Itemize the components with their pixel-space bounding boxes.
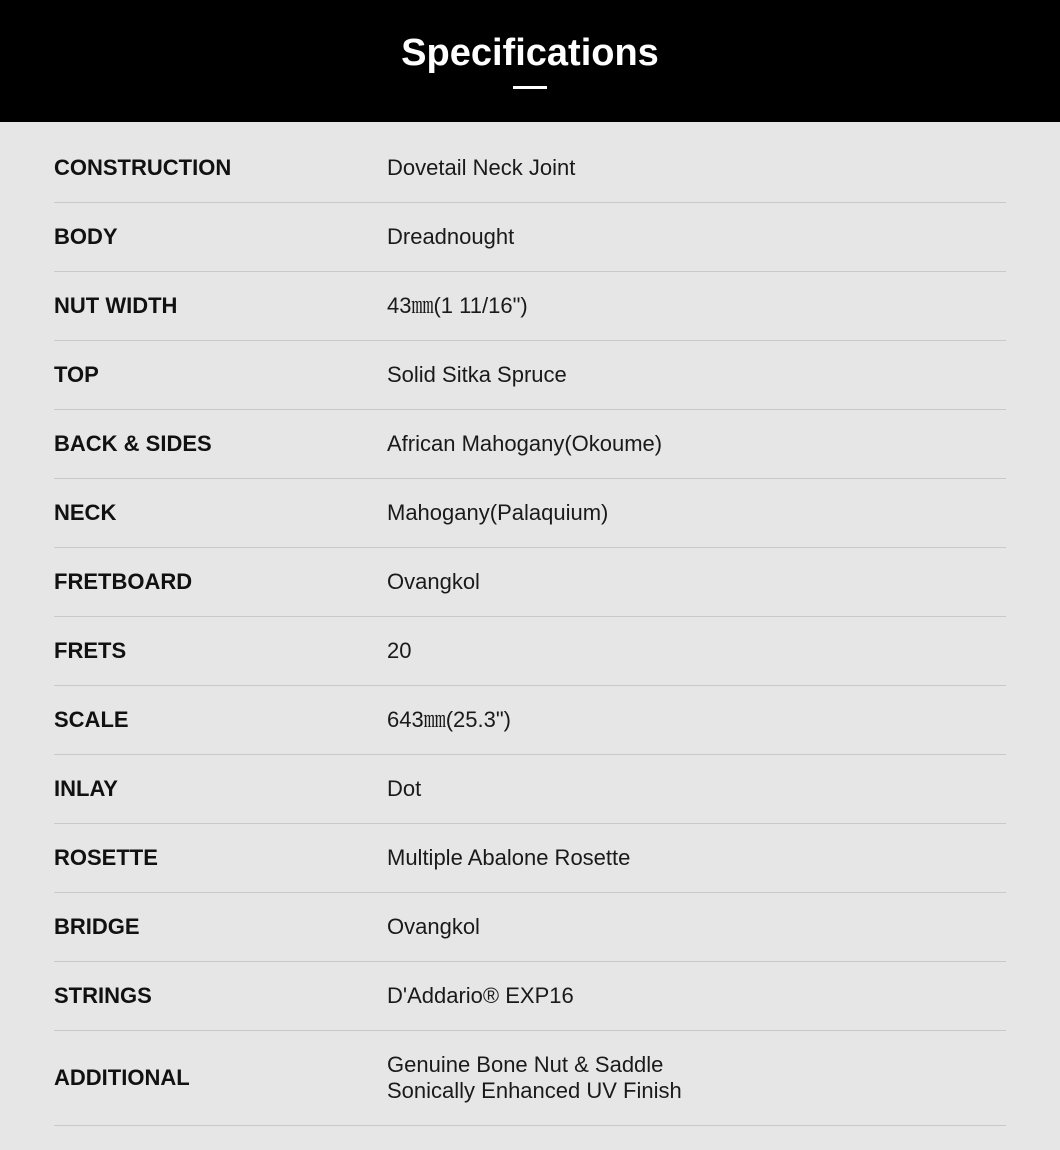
- spec-value-line: Dovetail Neck Joint: [387, 155, 576, 180]
- spec-value-line: Ovangkol: [387, 914, 480, 939]
- page-title: Specifications: [401, 32, 659, 74]
- spec-label: SCALE: [54, 707, 129, 732]
- spec-row-frets: [54, 617, 1006, 686]
- spec-value: [387, 203, 997, 271]
- spec-row-nut-width: [54, 272, 1006, 341]
- spec-value: [387, 479, 997, 547]
- spec-row-strings: [54, 962, 1006, 1031]
- spec-label: FRETBOARD: [54, 569, 193, 594]
- spec-row-construction: [54, 134, 1006, 203]
- spec-value-line: Ovangkol: [387, 569, 480, 594]
- spec-row-top: [54, 341, 1006, 410]
- spec-label: NUT WIDTH: [54, 293, 178, 318]
- spec-row-fretboard: [54, 548, 1006, 617]
- spec-row-neck: [54, 479, 1006, 548]
- spec-label: CONSTRUCTION: [54, 155, 232, 180]
- specifications-table: [54, 134, 1006, 1126]
- spec-value-line: African Mahogany(Okoume): [387, 431, 663, 456]
- spec-label: TOP: [54, 362, 99, 387]
- spec-value-line: Genuine Bone Nut & Saddle: [387, 1052, 664, 1077]
- spec-row-rosette: [54, 824, 1006, 893]
- spec-row-inlay: [54, 755, 1006, 824]
- spec-value-line: Dreadnought: [387, 224, 515, 249]
- spec-label: INLAY: [54, 776, 118, 801]
- spec-label: ROSETTE: [54, 845, 158, 870]
- spec-value: [387, 548, 997, 616]
- spec-row-back-sides: [54, 410, 1006, 479]
- spec-value: [387, 962, 997, 1030]
- spec-value-line: Multiple Abalone Rosette: [387, 845, 631, 870]
- spec-value: [387, 341, 997, 409]
- spec-value: [387, 893, 997, 961]
- spec-value: [387, 410, 997, 478]
- spec-row-additional: [54, 1031, 1006, 1126]
- title-underline: [513, 86, 547, 89]
- spec-row-bridge: [54, 893, 1006, 962]
- spec-label: STRINGS: [54, 983, 152, 1008]
- spec-value: [387, 824, 997, 892]
- spec-value: [387, 686, 997, 754]
- spec-value-line: D'Addario® EXP16: [387, 983, 574, 1008]
- spec-value-line: 20: [387, 638, 412, 663]
- spec-value: [387, 1031, 997, 1125]
- spec-value-line: Solid Sitka Spruce: [387, 362, 567, 387]
- specifications-header: [0, 0, 1060, 122]
- spec-value: [387, 617, 997, 685]
- spec-value-line: Sonically Enhanced UV Finish: [387, 1078, 682, 1103]
- spec-value-line: 43㎜(1 11/16"): [387, 293, 528, 318]
- spec-row-body: [54, 203, 1006, 272]
- spec-value: [387, 755, 997, 823]
- spec-label: BRIDGE: [54, 914, 140, 939]
- spec-label: ADDITIONAL: [54, 1065, 190, 1090]
- spec-value-line: 643㎜(25.3"): [387, 707, 511, 732]
- spec-label: NECK: [54, 500, 117, 525]
- spec-label: BODY: [54, 224, 118, 249]
- spec-value: [387, 272, 997, 340]
- spec-value-line: Mahogany(Palaquium): [387, 500, 609, 525]
- spec-label: FRETS: [54, 638, 127, 663]
- spec-value-line: Dot: [387, 776, 422, 801]
- spec-value: [387, 134, 997, 202]
- spec-label: BACK & SIDES: [54, 431, 212, 456]
- spec-row-scale: [54, 686, 1006, 755]
